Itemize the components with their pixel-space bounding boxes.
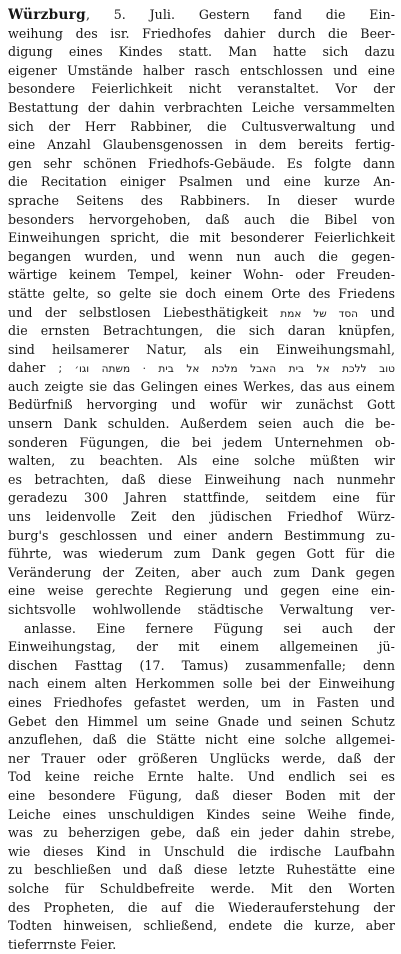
article-line: wie dieses Kind in Unschuld die irdische Laufbahn xyxy=(8,843,395,859)
hebrew-quote: הסד של אמת xyxy=(280,307,359,320)
article-line: führte, was wiederum zum Dank gegen Gott für die xyxy=(8,546,395,562)
article-line: sich der Herr Rabbiner, die Cultusverwaltung und xyxy=(8,118,395,134)
article-line: des Propheten, die auf die Wiederauferstehung der xyxy=(8,899,395,915)
article-line: Bestattung der dahin verbrachten Leiche versammelten xyxy=(8,99,395,115)
article-line: anzuflehen, daß die Stätte nicht eine solche allgemei- xyxy=(8,732,395,748)
article-line: walten, zu beachten. Als eine solche müßten wir xyxy=(8,453,395,469)
article-line: zu beschließen und daß diese letzte Ruhestätte eine xyxy=(8,862,395,878)
article-line: sprache Seitens des Rabbiners. In dieser wurde xyxy=(8,192,395,208)
article-text: Gestern fand die Ein- xyxy=(198,7,395,22)
article-line-with-hebrew xyxy=(8,304,395,323)
article-line: die ernsten Betrachtungen, die sich daran knüpfen, xyxy=(8,323,395,339)
article-line: sichtsvolle wohlwollende städtische Verwaltung ver- xyxy=(8,602,395,617)
article-line: uns leidenvolle Zeit den jüdischen Friedhof Würz- xyxy=(8,509,395,525)
article-line: wärtige keinem Tempel, keiner Wohn- oder Freuden- xyxy=(8,267,395,283)
article-line-with-hebrew xyxy=(8,359,395,378)
hebrew-quote: טוב ללכת אל בית האבל מלכת אל בית · משתה וגו׳ ; xyxy=(58,363,395,376)
article-line: anlasse. Eine fernere Fügung sei auch der xyxy=(24,620,395,636)
article-line: sonderen Fügungen, die bei jedem Unternehmen ob- xyxy=(8,434,395,450)
article-line: dischen Fasttag (17. Tamus) zusammenfalle; denn xyxy=(8,657,395,673)
article-line: weihung des isr. Friedhofes dahier durch die Beer- xyxy=(8,25,395,41)
article-line: geradezu 300 Jahren stattfinde, seitdem eine für xyxy=(8,490,395,506)
article-line: Todten hinweisen, schließend, endete die kurze, aber xyxy=(8,918,395,934)
article-line: eigener Umstände halber rasch entschlossen und eine xyxy=(8,62,395,78)
article-line: Gebet den Himmel um seine Gnade und seinen Schutz xyxy=(8,713,395,729)
article-line: es betrachten, daß diese Einweihung nach nunmehr xyxy=(8,471,395,487)
article-line: eines Friedhofes gefastet werden, um in Fasten und xyxy=(8,694,395,710)
article-line: Tod keine reiche Ernte halte. Und endlich sei es xyxy=(8,769,395,785)
article-line: unsern Dank schulden. Außerdem seien auch die be- xyxy=(8,416,395,432)
article-line: burg's geschlossen und einer andern Bestimmung zu- xyxy=(8,527,395,543)
article-line: begangen wurden, und wenn nun auch die gegen- xyxy=(8,248,395,264)
article-line-1: Würzburg, 5. Juli. Gestern fand die Ein- xyxy=(8,7,395,23)
article-line: was zu beherzigen gebe, daß ein jeder dahin strebe, xyxy=(8,825,395,841)
article-line: die Recitation einiger Psalmen und eine kurze An- xyxy=(8,174,395,190)
article-line: Einweihungstag, der mit einem allgemeinen jü- xyxy=(8,639,395,655)
article-line: Einweihungen spricht, die mit besonderer Feierlichkeit xyxy=(8,230,395,246)
article-line: Veränderung der Zeiten, aber auch zum Dank gegen xyxy=(8,564,395,580)
article-text: daher xyxy=(8,360,46,376)
article-line: besondere Feierlichkeit nicht veranstaltet. Vor der xyxy=(8,81,395,97)
article-line: nach einem alten Herkommen solle bei der Einweihung xyxy=(8,676,395,692)
article-line: solche für Schuldbefreite werde. Mit den Worten xyxy=(8,880,395,896)
article-line: eine weise gerechte Regierung und gegen eine ein- xyxy=(8,583,395,599)
article-line: auch zeigte sie das Gelingen eines Werkes, das aus einem xyxy=(8,378,395,394)
dateline-place: Würzburg xyxy=(8,7,86,23)
dateline-date: 5. Juli. xyxy=(113,7,176,22)
article-line: eine besondere Fügung, daß dieser Boden mit der xyxy=(8,787,395,803)
article-line: digung eines Kindes statt. Man hatte sich dazu xyxy=(8,44,395,60)
article-line: Bedürfniß hervorging und wofür wir zunächst Gott xyxy=(8,397,395,413)
article-line: Leiche eines unschuldigen Kindes seine Weihe finde, xyxy=(8,806,395,822)
article-line: stätte gelte, so gelte sie doch einem Orte des Friedens xyxy=(8,285,395,301)
article-line: besonders hervorgehoben, daß auch die Bibel von xyxy=(8,211,395,227)
article-line: gen sehr schönen Friedhofs-Gebäude. Es folgte dann xyxy=(8,155,395,171)
article-line: sind heilsamerer Natur, als ein Einweihungsmahl, xyxy=(8,341,395,357)
article-text: und der selbstlosen Liebesthätigkeit xyxy=(8,304,268,320)
article-last-line: tieferrnste Feier. xyxy=(8,936,117,952)
article-line: ner Trauer oder größeren Unglücks werde, daß der xyxy=(8,750,395,766)
article-line: eine Anzahl Glaubensgenossen in dem bereits fertig- xyxy=(8,137,395,153)
article-text: und xyxy=(370,304,395,320)
